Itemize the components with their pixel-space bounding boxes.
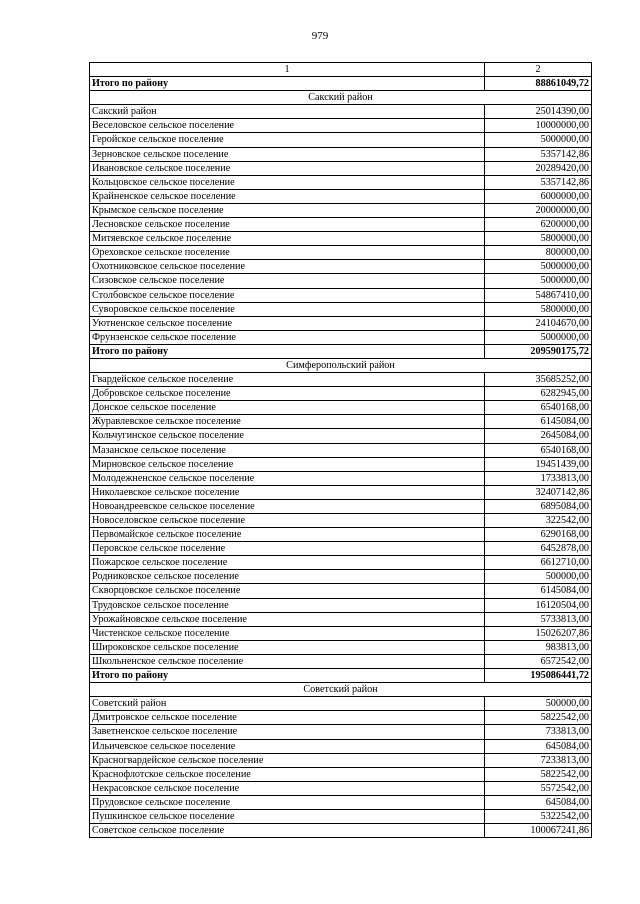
settlement-row [90,499,592,513]
settlement-amount: 5000000,00 [485,260,592,274]
region-name: Советский район [90,683,592,697]
total-label: Итого по району [90,669,485,683]
settlement-row [90,387,592,401]
settlement-amount: 5733813,00 [485,612,592,626]
settlement-row [90,429,592,443]
total-label: Итого по району [90,77,485,91]
settlement-row [90,133,592,147]
settlement-row [90,189,592,203]
settlement-name: Сизовское сельское поселение [90,274,485,288]
settlement-amount: 6000000,00 [485,189,592,203]
settlement-name: Ивановское сельское поселение [90,161,485,175]
settlement-amount: 5357142,86 [485,147,592,161]
total-amount: 209590175,72 [485,344,592,358]
settlement-amount: 5800000,00 [485,302,592,316]
settlement-row [90,824,592,838]
settlement-name: Лесновское сельское поселение [90,218,485,232]
settlement-row [90,415,592,429]
settlement-name: Родниковское сельское поселение [90,570,485,584]
settlement-amount: 6540168,00 [485,443,592,457]
settlement-row [90,570,592,584]
settlement-amount: 15026207,86 [485,626,592,640]
settlement-name: Крайненское сельское поселение [90,189,485,203]
settlement-name: Школьненское сельское поселение [90,654,485,668]
settlement-row [90,288,592,302]
total-amount: 88861049,72 [485,77,592,91]
settlement-name: Краснофлотское сельское поселение [90,767,485,781]
settlement-amount: 5572542,00 [485,781,592,795]
settlement-row [90,584,592,598]
settlement-name: Зерновское сельское поселение [90,147,485,161]
settlement-row [90,612,592,626]
settlement-row [90,640,592,654]
settlement-row [90,330,592,344]
settlement-row [90,401,592,415]
settlement-amount: 1733813,00 [485,471,592,485]
settlement-name: Красногвардейское сельское поселение [90,753,485,767]
settlement-amount: 5000000,00 [485,133,592,147]
settlement-row [90,626,592,640]
settlement-name: Молодежненское сельское поселение [90,471,485,485]
settlement-amount: 800000,00 [485,246,592,260]
settlement-name: Заветненское сельское поселение [90,725,485,739]
settlement-row [90,147,592,161]
settlement-name: Пожарское сельское поселение [90,556,485,570]
settlement-name: Некрасовское сельское поселение [90,781,485,795]
settlement-amount: 6145084,00 [485,584,592,598]
settlement-amount: 25014390,00 [485,105,592,119]
settlement-amount: 16120504,00 [485,598,592,612]
budget-table-body [90,63,592,838]
settlement-amount: 6540168,00 [485,401,592,415]
settlement-name: Советское сельское поселение [90,824,485,838]
settlement-amount: 645084,00 [485,739,592,753]
settlement-row [90,697,592,711]
settlement-name: Кольчугинское сельское поселение [90,429,485,443]
region-header-row [90,358,592,372]
settlement-amount: 322542,00 [485,514,592,528]
settlement-row [90,161,592,175]
settlement-row [90,203,592,217]
region-header-row [90,91,592,105]
column-number-1: 1 [90,63,485,77]
settlement-row [90,795,592,809]
settlement-amount: 5000000,00 [485,274,592,288]
settlement-name: Столбовское сельское поселение [90,288,485,302]
settlement-amount: 6290168,00 [485,528,592,542]
settlement-amount: 733813,00 [485,725,592,739]
settlement-name: Прудовское сельское поселение [90,795,485,809]
settlement-name: Новоандреевское сельское поселение [90,499,485,513]
settlement-amount: 983813,00 [485,640,592,654]
settlement-name: Фрунзенское сельское поселение [90,330,485,344]
settlement-row [90,274,592,288]
settlement-name: Дмитровское сельское поселение [90,711,485,725]
settlement-row [90,598,592,612]
settlement-row [90,373,592,387]
settlement-amount: 6895084,00 [485,499,592,513]
settlement-amount: 35685252,00 [485,373,592,387]
settlement-row [90,175,592,189]
total-amount: 195086441,72 [485,669,592,683]
settlement-row [90,218,592,232]
settlement-name: Ореховское сельское поселение [90,246,485,260]
region-name: Симферопольский район [90,358,592,372]
settlement-row [90,485,592,499]
settlement-row [90,781,592,795]
settlement-amount: 500000,00 [485,570,592,584]
settlement-row [90,260,592,274]
settlement-row [90,302,592,316]
district-total-row [90,344,592,358]
settlement-name: Мирновское сельское поселение [90,457,485,471]
settlement-amount: 6145084,00 [485,415,592,429]
settlement-name: Перовское сельское поселение [90,542,485,556]
settlement-amount: 2645084,00 [485,429,592,443]
settlement-name: Мазанское сельское поселение [90,443,485,457]
settlement-row [90,246,592,260]
settlement-amount: 6200000,00 [485,218,592,232]
settlement-name: Советский район [90,697,485,711]
settlement-name: Суворовское сельское поселение [90,302,485,316]
settlement-name: Широковское сельское поселение [90,640,485,654]
settlement-name: Сакский район [90,105,485,119]
settlement-row [90,471,592,485]
settlement-name: Скворцовское сельское поселение [90,584,485,598]
settlement-amount: 6612710,00 [485,556,592,570]
settlement-row [90,556,592,570]
settlement-amount: 10000000,00 [485,119,592,133]
settlement-amount: 6452878,00 [485,542,592,556]
settlement-name: Чистенское сельское поселение [90,626,485,640]
settlement-row [90,739,592,753]
settlement-amount: 19451439,00 [485,457,592,471]
settlement-amount: 5800000,00 [485,232,592,246]
district-total-row [90,77,592,91]
settlement-name: Митяевское сельское поселение [90,232,485,246]
settlement-name: Геройское сельское поселение [90,133,485,147]
budget-table [89,62,592,838]
settlement-amount: 6282945,00 [485,387,592,401]
settlement-row [90,457,592,471]
column-number-2: 2 [485,63,592,77]
settlement-name: Ильичевское сельское поселение [90,739,485,753]
settlement-name: Охотниковское сельское поселение [90,260,485,274]
settlement-row [90,514,592,528]
settlement-name: Трудовское сельское поселение [90,598,485,612]
settlement-row [90,542,592,556]
settlement-amount: 5000000,00 [485,330,592,344]
page-number: 979 [311,30,329,42]
district-total-row [90,669,592,683]
settlement-name: Веселовское сельское поселение [90,119,485,133]
settlement-name: Николаевское сельское поселение [90,485,485,499]
settlement-name: Донское сельское поселение [90,401,485,415]
settlement-name: Урожайновское сельское поселение [90,612,485,626]
settlement-amount: 6572542,00 [485,654,592,668]
settlement-name: Добровское сельское поселение [90,387,485,401]
settlement-row [90,119,592,133]
settlement-amount: 24104670,00 [485,316,592,330]
settlement-amount: 32407142,86 [485,485,592,499]
settlement-row [90,809,592,823]
settlement-name: Журавлевское сельское поселение [90,415,485,429]
settlement-amount: 54867410,00 [485,288,592,302]
settlement-amount: 20000000,00 [485,203,592,217]
region-header-row [90,683,592,697]
column-number-row [90,63,592,77]
settlement-row [90,528,592,542]
settlement-row [90,725,592,739]
settlement-name: Крымское сельское поселение [90,203,485,217]
settlement-row [90,443,592,457]
settlement-row [90,753,592,767]
settlement-amount: 7233813,00 [485,753,592,767]
settlement-amount: 5357142,86 [485,175,592,189]
settlement-amount: 645084,00 [485,795,592,809]
settlement-name: Гвардейское сельское поселение [90,373,485,387]
settlement-row [90,105,592,119]
settlement-row [90,232,592,246]
settlement-name: Первомайское сельское поселение [90,528,485,542]
settlement-row [90,767,592,781]
settlement-amount: 5322542,00 [485,809,592,823]
settlement-name: Кольцовское сельское поселение [90,175,485,189]
settlement-amount: 500000,00 [485,697,592,711]
settlement-row [90,654,592,668]
settlement-row [90,711,592,725]
settlement-name: Уютненское сельское поселение [90,316,485,330]
settlement-amount: 5822542,00 [485,711,592,725]
settlement-amount: 100067241,86 [485,824,592,838]
region-name: Сакский район [90,91,592,105]
total-label: Итого по району [90,344,485,358]
settlement-row [90,316,592,330]
settlement-amount: 5822542,00 [485,767,592,781]
settlement-amount: 20289420,00 [485,161,592,175]
settlement-name: Пушкинское сельское поселение [90,809,485,823]
settlement-name: Новоселовское сельское поселение [90,514,485,528]
